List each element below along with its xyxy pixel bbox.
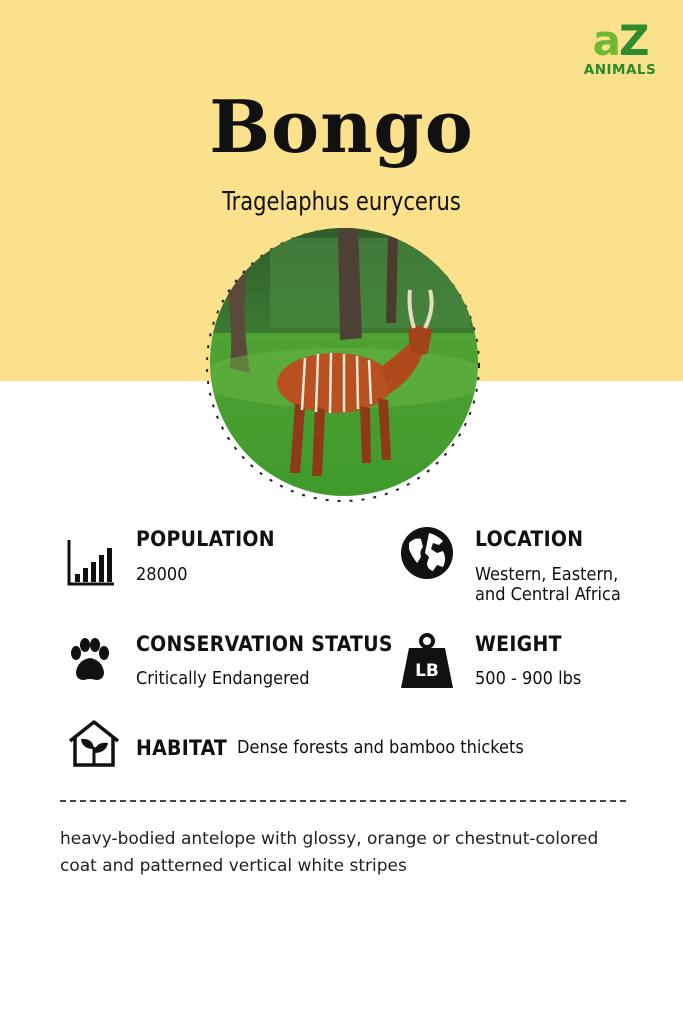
bar-chart-icon [66, 538, 116, 588]
house-plant-icon [66, 719, 122, 769]
globe-icon [399, 525, 455, 581]
description-text: heavy-bodied antelope with glossy, orange or chestnut-colored coat and patterned vertical white stripes [60, 829, 599, 876]
habitat-value: Dense forests and bamboo thickets [237, 737, 524, 758]
svg-text:LB: LB [415, 661, 439, 681]
location-value-line2: and Central Africa [475, 584, 621, 605]
conservation-status-value: Critically Endangered [136, 668, 310, 689]
page-title: Bongo [209, 84, 474, 169]
conservation-status-label: CONSERVATION STATUS [136, 632, 393, 656]
population-value: 28000 [136, 564, 188, 585]
weight-value: 500 - 900 lbs [475, 668, 582, 689]
az-animals-logo[interactable] [578, 16, 662, 86]
location-label: LOCATION [475, 527, 584, 551]
logo-text: ANIMALS [583, 62, 657, 78]
weight-icon [399, 632, 455, 690]
paw-icon [64, 636, 114, 686]
bongo-photo [210, 228, 478, 496]
weight-label: WEIGHT [475, 632, 562, 656]
population-label: POPULATION [136, 527, 275, 551]
dashed-divider [60, 800, 626, 802]
habitat-label: HABITAT [136, 736, 228, 760]
logo-letters: aZ [592, 16, 648, 65]
location-value-line1: Western, Eastern, [475, 564, 619, 585]
scientific-name: Tragelaphus eurycerus [222, 187, 461, 217]
